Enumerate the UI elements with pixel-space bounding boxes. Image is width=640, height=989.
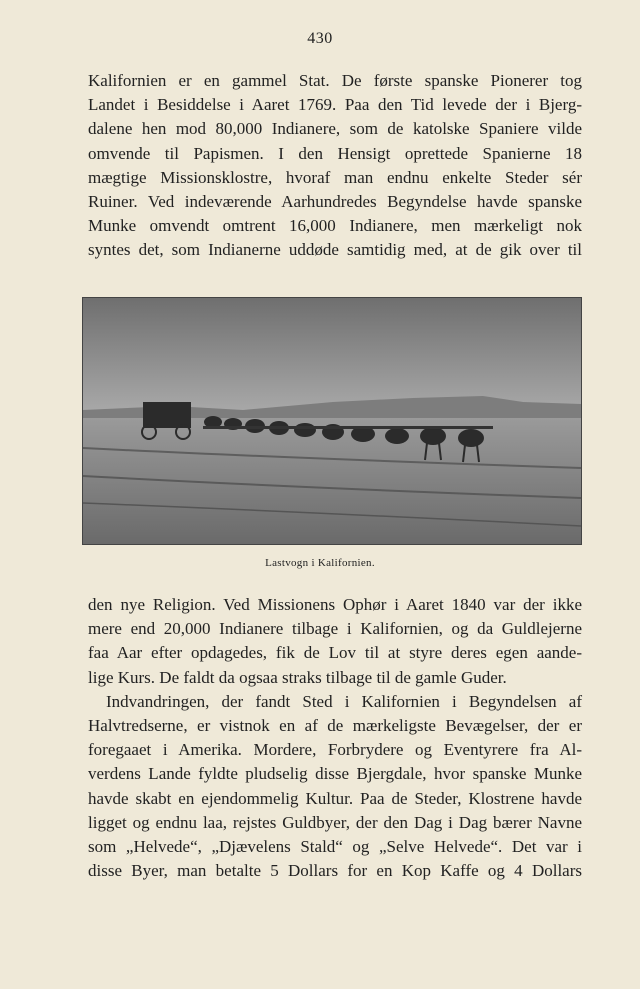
text-line: disse Byer, man betalte 5 Dollars for en Kop Kaffe og 4 Dollars bbox=[88, 861, 582, 881]
text-line: mægtige Missionsklostre, hvoraf man endnu enkelte Steder sér bbox=[88, 167, 582, 187]
text-line: lige Kurs. De faldt da ogsaa straks tilbage til de gamle Guder. bbox=[88, 667, 507, 687]
wagon-photograph bbox=[82, 297, 582, 545]
text-line: ligget og endnu laa, rejstes Guldbyer, der den Dag i Dag bærer Navne bbox=[88, 812, 582, 832]
text-line: foregaaet i Amerika. Mordere, Forbrydere og Eventyrere fra Al- bbox=[88, 740, 582, 760]
wagon-photo-illustration bbox=[83, 298, 581, 544]
text-line: Munke omvendt omtrent 16,000 Indianere, men mærkeligt nok bbox=[88, 216, 582, 236]
page-number: 430 bbox=[307, 30, 333, 47]
text-line: havde skabt en ejendommelig Kultur. Paa de Steder, Klostrene havde bbox=[88, 788, 582, 808]
text-line: som „Helvede“, „Djævelens Stald“ og „Selve Helvede“. Det var i bbox=[88, 837, 582, 857]
text-line: den nye Religion. Ved Missionens Ophør i Aaret 1840 var der ikke bbox=[88, 595, 582, 614]
text-line: Kalifornien er en gammel Stat. De første spanske Pionerer tog bbox=[88, 71, 582, 90]
text-line: faa Aar efter opdagedes, fik de Lov til at styre deres egen aande- bbox=[88, 643, 582, 663]
bottom-paragraphs bbox=[88, 593, 582, 883]
text-line: Landet i Besiddelse i Aaret 1769. Paa den Tid levede der i Bjerg- bbox=[88, 95, 582, 115]
figure-caption: Lastvogn i Kalifornien. bbox=[265, 557, 375, 569]
text-line: Ruiner. Ved indeværende Aarhundredes Begyndelse havde spanske bbox=[88, 192, 582, 212]
text-line: dalene hen mod 80,000 Indianere, som de katolske Spaniere vilde bbox=[88, 119, 582, 139]
text-line: syntes det, som Indianerne uddøde samtidig med, at de gik over til bbox=[88, 240, 582, 260]
text-line: Indvandringen, der fandt Sted i Kalifornien i Begyndelsen af bbox=[106, 691, 582, 711]
text-line: mere end 20,000 Indianere tilbage i Kalifornien, og da Guldlejerne bbox=[88, 619, 582, 639]
text-line: Halvtredserne, er vistnok en af de mærkeligste Bevægelser, der er bbox=[88, 716, 582, 736]
top-paragraph bbox=[88, 69, 582, 263]
text-line: omvende til Papismen. I den Hensigt oprettede Spanierne 18 bbox=[88, 143, 582, 163]
text-line: verdens Lande fyldte pludselig disse Bjergdale, hvor spanske Munke bbox=[88, 764, 582, 784]
